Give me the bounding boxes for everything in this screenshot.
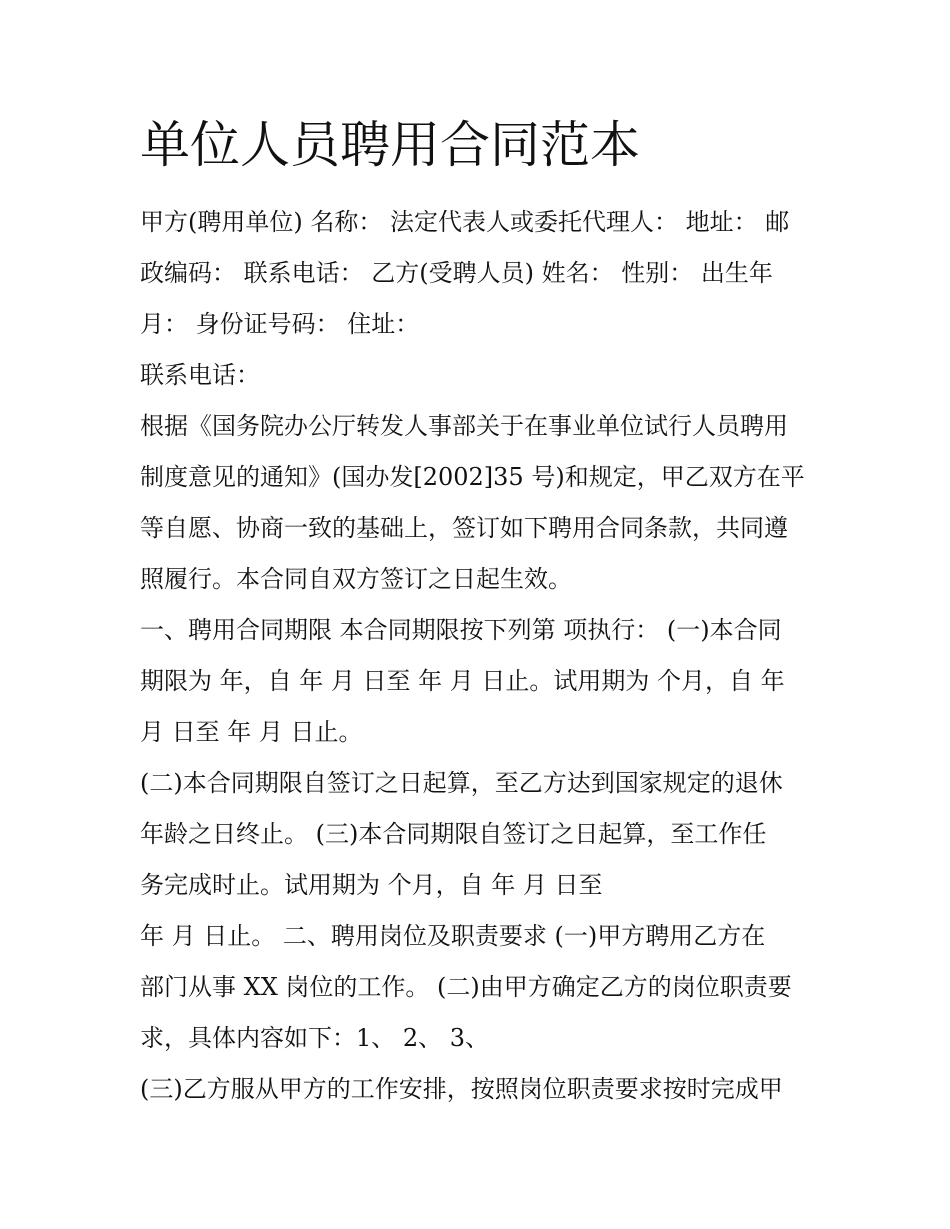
body-line: 甲方(聘用单位) 名称： 法定代表人或委托代理人： 地址： 邮 xyxy=(140,208,790,236)
body-line: (二)本合同期限自签订之日起算，至乙方达到国家规定的退休 xyxy=(140,769,783,797)
body-line: 年 月 日止。 二、聘用岗位及职责要求 (一)甲方聘用乙方在 xyxy=(140,922,766,950)
body-line: 月： 身份证号码： 住址： xyxy=(140,310,420,338)
body-line: 一、聘用合同期限 本合同期限按下列第 项执行： (一)本合同 xyxy=(140,616,782,644)
body-line: 联系电话： xyxy=(140,361,260,389)
body-line: 月 日至 年 月 日止。 xyxy=(140,718,363,746)
body-line: 照履行。本合同自双方签订之日起生效。 xyxy=(140,565,572,593)
body-line: 部门从事 XX 岗位的工作。 (二)由甲方确定乙方的岗位职责要 xyxy=(140,973,792,1001)
body-line: (三)乙方服从甲方的工作安排，按照岗位职责要求按时完成甲 xyxy=(140,1075,783,1103)
body-line: 根据《国务院办公厅转发人事部关于在事业单位试行人员聘用 xyxy=(140,412,788,440)
document-title: 单位人员聘用合同范本 xyxy=(140,116,640,174)
body-line: 政编码： 联系电话： 乙方(受聘人员) 姓名： 性别： 出生年 xyxy=(140,259,773,287)
body-line: 期限为 年，自 年 月 日至 年 月 日止。试用期为 个月，自 年 xyxy=(140,667,785,695)
body-line: 求，具体内容如下：1、 2、 3、 xyxy=(140,1024,490,1052)
body-line: 年龄之日终止。 (三)本合同期限自签订之日起算，至工作任 xyxy=(140,820,767,848)
body-line: 务完成时止。试用期为 个月，自 年 月 日至 xyxy=(140,871,603,899)
body-line: 等自愿、协商一致的基础上，签订如下聘用合同条款，共同遵 xyxy=(140,514,788,542)
body-line: 制度意见的通知》(国办发[2002]35 号)和规定，甲乙双方在平 xyxy=(140,463,805,491)
